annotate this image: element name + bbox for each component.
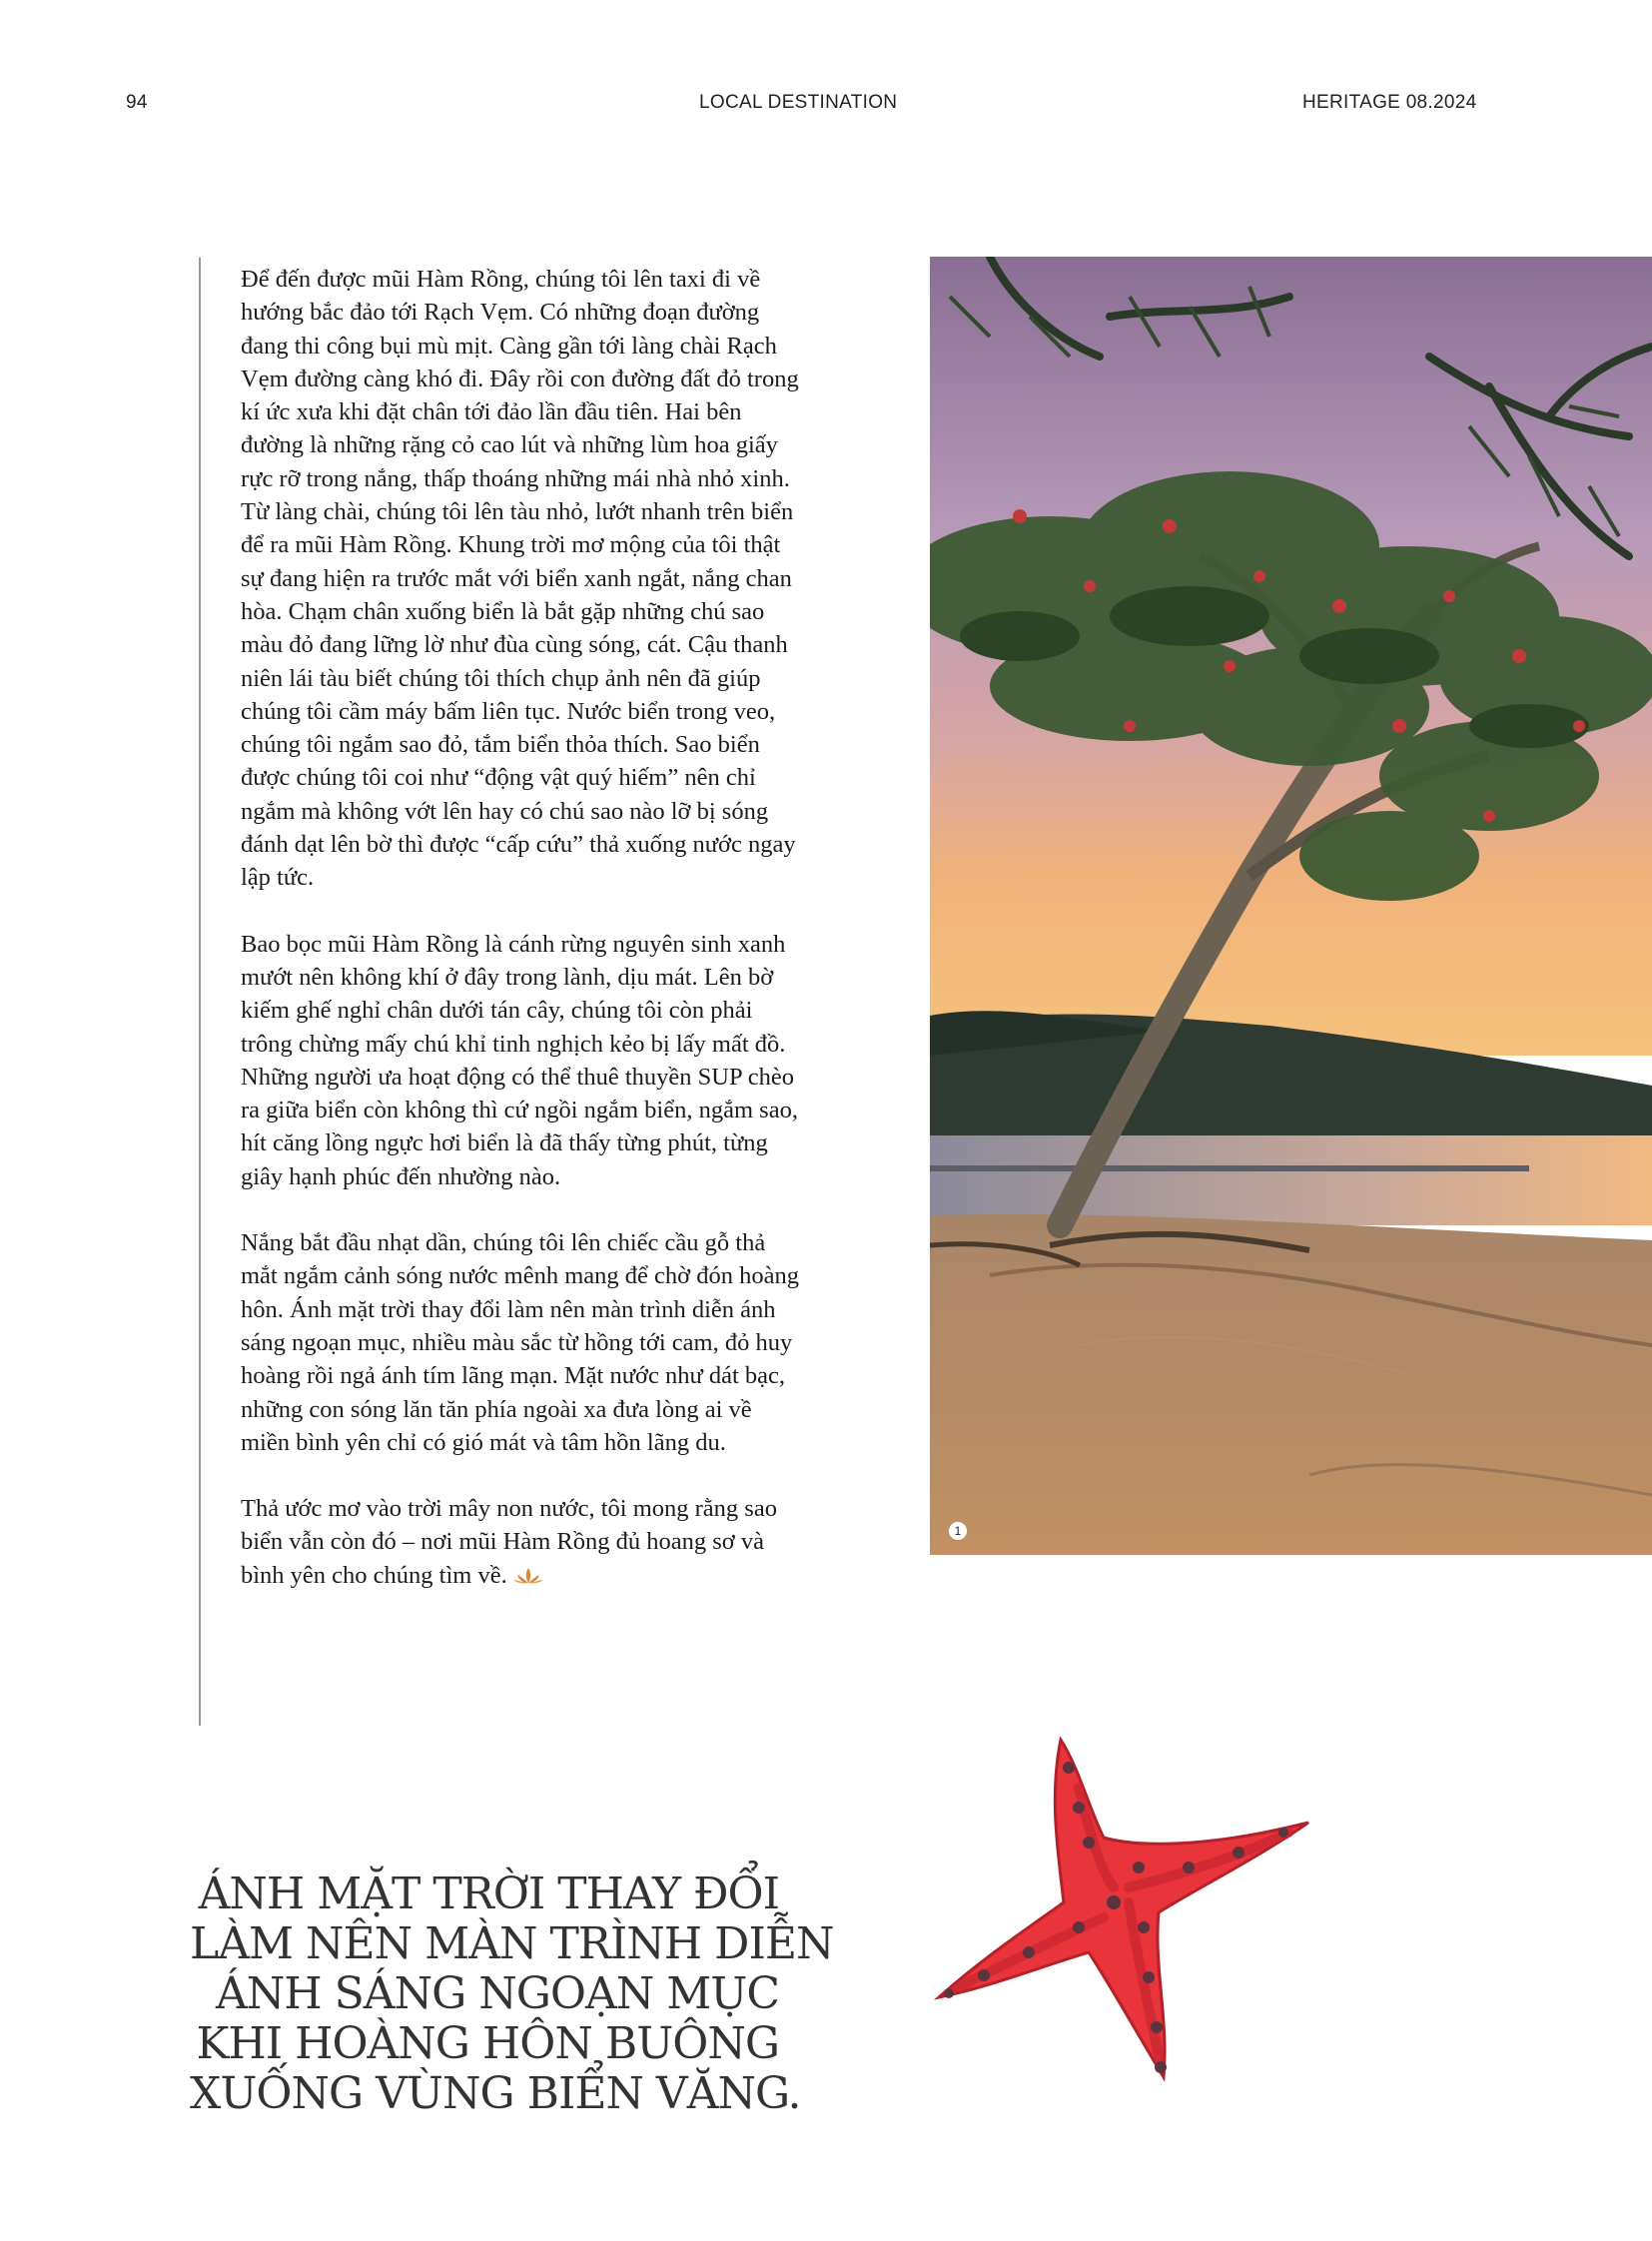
- article-paragraph: Bao bọc mũi Hàm Rồng là cánh rừng nguyên sinh xanh mướt nên không khí ở đây trong lành, dịu mát. Lên bờ kiếm ghế nghỉ chân dưới tán cây, chúng tôi còn phải trông chừng mấy chú khỉ tinh nghịch kẻo bị lấy mất đồ. Những người ưa hoạt động có thể thuê thuyền SUP chèo ra giữa biển còn không thì cứ ngồi ngắm biển, ngắm sao, hít căng lồng ngực hơi biển là đã thấy từng phút, từng giây hạnh phúc đến nhường nào.: [241, 930, 798, 1190]
- article-paragraph: Nắng bắt đầu nhạt dần, chúng tôi lên chiếc cầu gỗ thả mắt ngắm cảnh sóng nước mênh mang để chờ đón hoàng hôn. Ánh mặt trời thay đổi làm nên màn trình diễn ánh sáng ngoạn mục, nhiều màu sắc từ hồng tới cam, đỏ huy hoàng rồi ngả ánh tím lãng mạn. Mặt nước như dát bạc, những con sóng lăn tăn phía ngoài xa đưa lòng ai về miền bình yên chỉ có gió mát và tâm hồn lãng du.: [241, 1229, 800, 1456]
- column-rule: [199, 258, 201, 1726]
- article-paragraph-last: [241, 1492, 800, 1592]
- beach-sunset-illustration: [930, 257, 1652, 1555]
- red-starfish-image: [929, 1728, 1328, 2097]
- pull-quote-line: XUỐNG VÙNG BIỂN VĂNG.: [190, 2068, 801, 2119]
- pull-quote-line: ÁNH MẶT TRỜI THAY ĐỔI: [198, 1868, 779, 1919]
- article-paragraph: Thả ước mơ vào trời mây non nước, tôi mong rằng sao biển vẫn còn đó – nơi mũi Hàm Rồng đủ hoang sơ và bình yên cho chúng tìm về.: [241, 1495, 777, 1589]
- beach-sunset-photo: [930, 257, 1652, 1555]
- section-title: LOCAL DESTINATION: [699, 92, 898, 113]
- lotus-end-mark-icon: [513, 1567, 543, 1585]
- pull-quote-line: LÀM NÊN MÀN TRÌNH DIỄN: [190, 1918, 834, 1969]
- article-paragraph: Để đến được mũi Hàm Rồng, chúng tôi lên taxi đi về hướng bắc đảo tới Rạch Vẹm. Có những đoạn đường đang thi công bụi mù mịt. Càng gần tới làng chài Rạch Vẹm đường càng khó đi. Đây rồi con đường đất đỏ trong kí ức xưa khi đặt chân tới đảo lần đầu tiên. Hai bên đường là những rặng cỏ cao lút và những lùm hoa giấy rực rỡ trong nắng, thấp thoáng những mái nhà nhỏ xinh. Từ làng chài, chúng tôi lên tàu nhỏ, lướt nhanh trên biển để ra mũi Hàm Rồng. Khung trời mơ mộng của tôi thật sự đang hiện ra trước mắt với biển xanh ngắt, nắng chan hòa. Chạm chân xuống biển là bắt gặp những chú sao màu đỏ đang lững lờ như đùa cùng sóng, cát. Cậu thanh niên lái tàu biết chúng tôi thích chụp ảnh nên đã giúp chúng tôi cầm máy bấm liên tục. Nước biển trong veo, chúng tôi ngắm sao đỏ, tắm biển thỏa thích. Sao biển được chúng tôi coi như “động vật quý hiếm” nên chỉ ngắm mà không vớt lên hay có chú sao nào lỡ bị sóng đánh dạt lên bờ thì được “cấp cứu” thả xuống nước ngay lập tức.: [241, 266, 799, 892]
- page-header: [0, 92, 1652, 122]
- article-body: [241, 263, 800, 1592]
- pull-quote-line: KHI HOÀNG HÔN BUÔNG: [196, 2018, 779, 2069]
- starfish-icon: [929, 1728, 1328, 2097]
- pull-quote-line: ÁNH SÁNG NGOẠN MỤC: [216, 1968, 779, 2019]
- pull-quote: [190, 1868, 834, 2119]
- page-number: 94: [126, 92, 148, 113]
- photo-caption-number: 1: [949, 1522, 967, 1540]
- issue-label: HERITAGE 08.2024: [1302, 92, 1477, 113]
